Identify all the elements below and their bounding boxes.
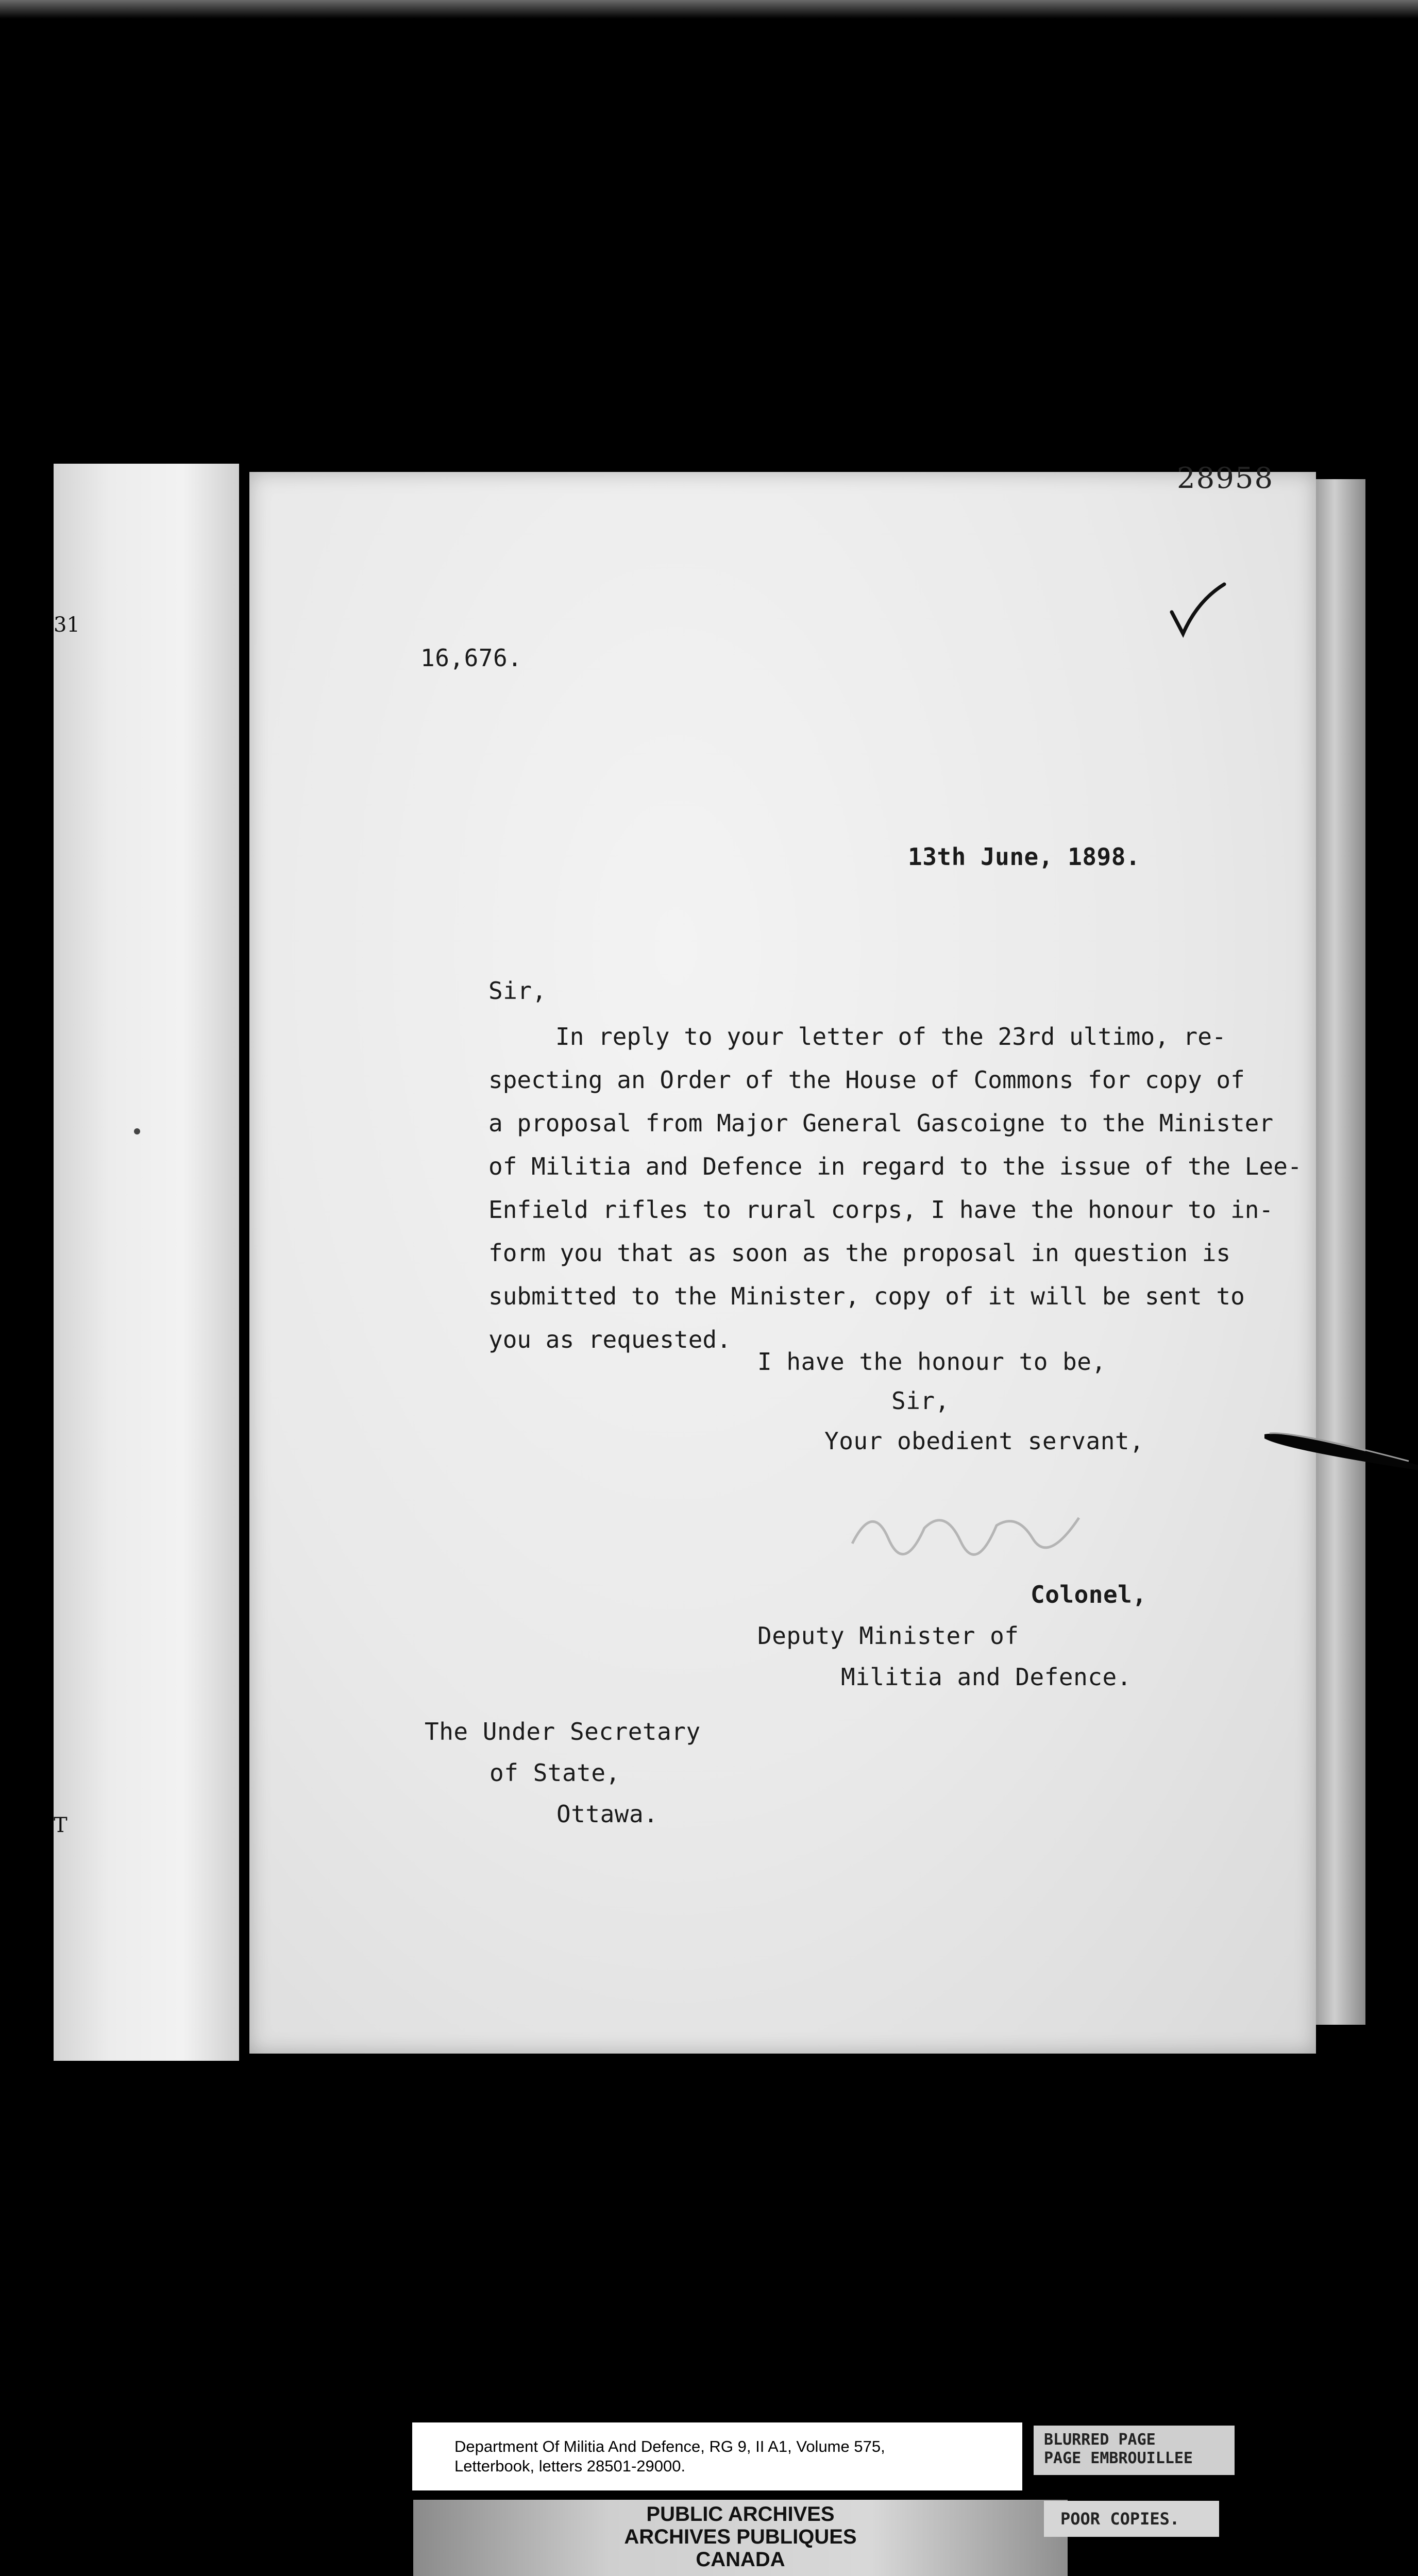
blurred-line2: PAGE EMBROUILLEE xyxy=(1044,2449,1193,2467)
signatory-title-line1: Deputy Minister of xyxy=(757,1622,1019,1650)
body-line: specting an Order of the House of Commons for copy of xyxy=(488,1066,1245,1094)
letter-page xyxy=(249,462,1316,2054)
page-number: 28958 xyxy=(1177,462,1274,495)
adjacent-right-page-edge xyxy=(1314,479,1365,2025)
recipient-address-line2: of State, xyxy=(489,1759,620,1787)
poor-copies-tag xyxy=(1044,2501,1219,2537)
left-page-mark-top: 31 xyxy=(54,613,80,637)
body-line: submitted to the Minister, copy of it will be sent to xyxy=(488,1282,1245,1310)
archive-label-line2: Letterbook, letters 28501-29000. xyxy=(454,2457,686,2475)
letter-reference-number: 16,676. xyxy=(420,644,522,672)
stamp-line1: PUBLIC ARCHIVES xyxy=(646,2503,835,2526)
left-page-dot xyxy=(134,1128,140,1134)
body-line: Enfield rifles to rural corps, I have the honour to in- xyxy=(488,1196,1274,1224)
body-line: In reply to your letter of the 23rd ultimo, re- xyxy=(555,1023,1226,1050)
body-line: you as requested. xyxy=(488,1326,731,1353)
closing-phrase: I have the honour to be, xyxy=(757,1348,1106,1376)
closing-servant: Your obedient servant, xyxy=(824,1427,1144,1455)
pen-icon xyxy=(1264,1429,1418,1470)
body-line: form you that as soon as the proposal in question is xyxy=(488,1239,1231,1267)
scan-top-edge xyxy=(0,0,1418,19)
archive-label-line1: Department Of Militia And Defence, RG 9, II A1, Volume 575, xyxy=(454,2437,885,2455)
blurred-line1: BLURRED PAGE xyxy=(1044,2431,1156,2449)
blurred-page-tag xyxy=(1034,2426,1235,2475)
recipient-address-line3: Ottawa. xyxy=(556,1800,659,1828)
salutation: Sir, xyxy=(488,977,547,1005)
body-line: of Militia and Defence in regard to the issue of the Lee- xyxy=(488,1153,1302,1180)
recipient-address-line1: The Under Secretary xyxy=(425,1718,701,1745)
faint-signature xyxy=(842,1497,1089,1559)
public-archives-stamp xyxy=(413,2500,1068,2576)
archive-citation-label xyxy=(412,2422,1022,2490)
stamp-line3: CANADA xyxy=(696,2548,785,2571)
stamp-line2: ARCHIVES PUBLIQUES xyxy=(624,2526,857,2548)
signatory-title-line2: Militia and Defence. xyxy=(841,1663,1132,1691)
closing-sir: Sir, xyxy=(891,1387,950,1415)
left-page-mark-bottom: T xyxy=(54,1814,67,1837)
poor-copies-text: POOR COPIES. xyxy=(1060,2509,1180,2529)
letter-date: 13th June, 1898. xyxy=(908,843,1141,871)
signatory-rank: Colonel, xyxy=(1031,1581,1147,1608)
letter-body xyxy=(488,1015,1302,1361)
adjacent-left-page xyxy=(54,464,239,2061)
body-line: a proposal from Major General Gascoigne to the Minister xyxy=(488,1109,1274,1137)
checkmark-icon xyxy=(1167,580,1228,642)
